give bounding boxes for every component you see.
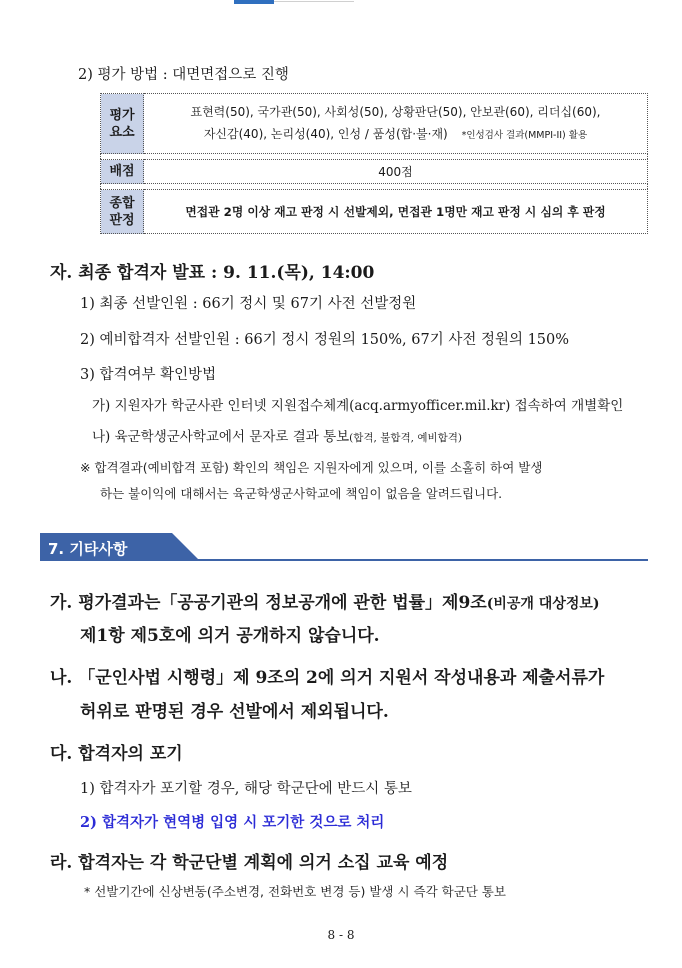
confirm-method-b-main: 나) 육군학생군사학교에서 문자로 결과 통보 <box>92 429 350 445</box>
eval-row-score <box>101 160 648 184</box>
item-ra-note: * 선발기간에 신상변동(주소변경, 전화번호 변경 등) 발생 시 즉각 학군단 통보 <box>84 884 506 899</box>
eval-elements-line2-main: 자신감(40), 논리성(40), 인성 / 품성(합·불·재) <box>203 126 448 141</box>
evaluation-table <box>100 93 648 234</box>
eval-elements-note: *인성검사 결과(MMPI-II) 활용 <box>461 129 588 141</box>
eval-row-elements <box>101 94 648 154</box>
top-accent-line <box>274 1 354 2</box>
confirm-method-a: 가) 지원자가 학군사관 인터넷 지원접수체계(acq.armyofficer.mil.kr) 접속하여 개별확인 <box>92 398 624 414</box>
eval-head-elements-l2: 요소 <box>109 124 135 140</box>
section-title: 7. 기타사항 <box>48 540 128 558</box>
eval-head-score: 배점 <box>101 160 144 184</box>
item-ga-line1 <box>50 588 600 613</box>
eval-method-line: 2) 평가 방법 : 대면면접으로 진행 <box>78 67 289 83</box>
eval-head-elements <box>101 94 144 154</box>
eval-head-judgement-l2: 판정 <box>109 212 135 228</box>
item-da-2: 2) 합격자가 현역병 입영 시 포기한 것으로 처리 <box>80 814 385 831</box>
confirm-method-b-detail: (합격, 불합격, 예비합격) <box>349 432 463 444</box>
final-item-1: 1) 최종 선발인원 : 66기 정시 및 67기 사전 선발정원 <box>80 296 417 312</box>
eval-elements-line1: 표현력(50), 국가관(50), 사회성(50), 상황판단(50), 안보관(60), 리더십(60), <box>190 104 601 119</box>
notice-line-2: 하는 불이익에 대해서는 육군학생군사학교에 책임이 없음을 알려드립니다. <box>100 486 503 501</box>
eval-head-judgement-l1: 종합 <box>109 195 135 211</box>
item-na-line2: 허위로 판명된 경우 선발에서 제외됩니다. <box>80 702 389 722</box>
eval-elements-cell <box>144 94 648 154</box>
item-da-heading: 다. 합격자의 포기 <box>50 744 183 764</box>
page-number: 8 - 8 <box>327 928 355 942</box>
item-ra-heading: 라. 합격자는 각 학군단별 계획에 의거 소집 교육 예정 <box>50 853 449 873</box>
notice-line-1: ※ 합격결과(예비합격 포함) 확인의 책임은 지원자에게 있으며, 이를 소홀히 하여 발생 <box>80 460 543 475</box>
item-ga-line1-main: 가. 평가결과는「공공기관의 정보공개에 관한 법률」제9조 <box>50 593 487 613</box>
eval-head-elements-l1: 평가 <box>109 107 135 123</box>
eval-row-judgement <box>101 190 648 234</box>
final-item-3: 3) 합격여부 확인방법 <box>80 367 217 383</box>
eval-head-judgement <box>101 190 144 234</box>
eval-elements-line2 <box>144 123 647 147</box>
item-da-1: 1) 합격자가 포기할 경우, 해당 학군단에 반드시 통보 <box>80 781 412 797</box>
eval-judgement-value: 면접관 2명 이상 재고 판정 시 선발제외, 면접관 1명만 재고 판정 시 심의 후 판정 <box>144 190 648 234</box>
final-announcement-heading: 자. 최종 합격자 발표 : 9. 11.(목), 14:00 <box>50 263 375 283</box>
final-item-2: 2) 예비합격자 선발인원 : 66기 정시 정원의 150%, 67기 사전 정원의 150% <box>80 332 570 348</box>
item-na-line1: 나. 「군인사법 시행령」제 9조의 2에 의거 지원서 작성내용과 제출서류가 <box>50 668 605 688</box>
confirm-method-b <box>92 425 462 445</box>
item-ga-line2: 제1항 제5호에 의거 공개하지 않습니다. <box>80 626 380 646</box>
item-ga-line1-tail: (비공개 대상정보) <box>486 596 600 612</box>
eval-score-value: 400점 <box>144 160 648 184</box>
top-accent-bar <box>234 0 274 4</box>
